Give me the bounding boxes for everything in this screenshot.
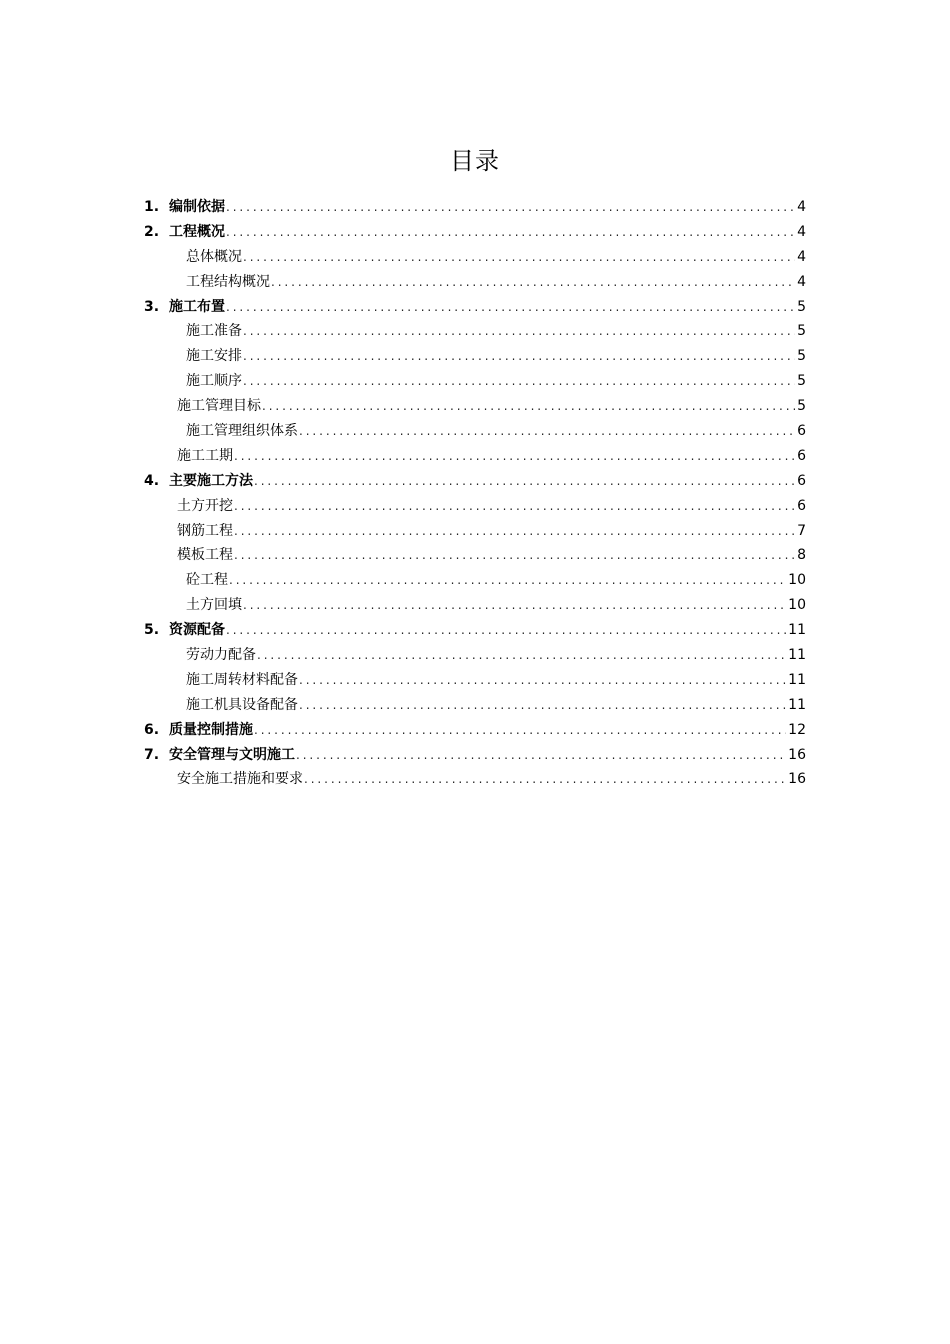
toc-list <box>0 195 950 792</box>
toc-dot-leader <box>304 769 786 789</box>
toc-dot-leader <box>254 471 795 491</box>
toc-entry-label: 土方开挖 <box>177 497 233 514</box>
toc-entry-row <box>186 595 806 615</box>
toc-entry-row <box>186 645 806 665</box>
toc-entry-row <box>144 197 806 217</box>
toc-dot-leader <box>226 297 795 317</box>
toc-entry-page-number: 8 <box>797 547 806 564</box>
toc-entry-page-number: 12 <box>788 721 806 738</box>
toc-entry-row <box>186 346 806 366</box>
toc-entry[interactable] <box>0 220 950 245</box>
toc-dot-leader <box>226 620 786 640</box>
toc-entry[interactable] <box>0 295 950 320</box>
toc-entry[interactable] <box>0 494 950 519</box>
toc-entry[interactable] <box>0 618 950 643</box>
toc-dot-leader <box>299 421 795 441</box>
toc-entry-row <box>144 620 806 640</box>
toc-entry-label: 施工布置 <box>169 298 225 315</box>
toc-entry[interactable] <box>0 593 950 618</box>
toc-entry-label: 安全管理与文明施工 <box>169 746 295 763</box>
toc-entry-page-number: 10 <box>788 597 806 614</box>
toc-entry[interactable] <box>0 394 950 419</box>
toc-dot-leader <box>226 222 795 242</box>
toc-entry[interactable] <box>0 444 950 469</box>
toc-entry-page-number: 11 <box>788 622 806 639</box>
toc-entry[interactable] <box>0 469 950 494</box>
toc-entry-row <box>177 521 806 541</box>
toc-entry-label: 质量控制措施 <box>169 721 253 738</box>
toc-entry-label: 施工顺序 <box>186 373 242 390</box>
toc-entry-label: 劳动力配备 <box>186 647 256 664</box>
toc-dot-leader <box>226 197 795 217</box>
toc-entry-page-number: 7 <box>797 522 806 539</box>
toc-entry-label: 施工周转材料配备 <box>186 671 298 688</box>
toc-entry-page-number: 6 <box>797 447 806 464</box>
toc-entry-row <box>186 321 806 341</box>
toc-entry-row <box>186 570 806 590</box>
toc-entry-label: 土方回填 <box>186 597 242 614</box>
toc-entry[interactable] <box>0 369 950 394</box>
toc-entry-label: 钢筋工程 <box>177 522 233 539</box>
toc-entry-label: 施工机具设备配备 <box>186 696 298 713</box>
toc-entry-row <box>177 396 806 416</box>
toc-entry-row <box>144 222 806 242</box>
toc-entry-row <box>144 745 806 765</box>
toc-entry-label: 资源配备 <box>169 622 225 639</box>
toc-entry[interactable] <box>0 270 950 295</box>
toc-entry[interactable] <box>0 195 950 220</box>
toc-entry[interactable] <box>0 543 950 568</box>
toc-entry-page-number: 5 <box>797 298 806 315</box>
toc-dot-leader <box>243 595 786 615</box>
toc-dot-leader <box>254 720 786 740</box>
toc-dot-leader <box>234 496 795 516</box>
toc-entry-number: 3. <box>144 298 160 315</box>
toc-entry-page-number: 4 <box>797 199 806 215</box>
toc-entry-number: 4. <box>144 472 160 489</box>
toc-dot-leader <box>243 346 795 366</box>
toc-entry-row <box>177 446 806 466</box>
toc-entry-page-number: 16 <box>788 771 806 788</box>
toc-dot-leader <box>243 321 795 341</box>
toc-entry[interactable] <box>0 718 950 743</box>
toc-entry-page-number: 6 <box>797 423 806 440</box>
toc-entry-number: 7. <box>144 746 160 763</box>
toc-entry-page-number: 5 <box>797 398 806 415</box>
toc-entry-number: 2. <box>144 223 160 240</box>
toc-entry-row <box>186 247 806 267</box>
toc-entry-row <box>186 670 806 690</box>
toc-entry-label: 砼工程 <box>186 572 228 589</box>
toc-entry-label: 安全施工措施和要求 <box>177 771 303 788</box>
toc-title: 目录 <box>450 147 500 175</box>
toc-entry-number: 5. <box>144 622 160 639</box>
toc-entry[interactable] <box>0 519 950 544</box>
toc-entry-page-number: 16 <box>788 746 806 763</box>
toc-dot-leader <box>229 570 786 590</box>
toc-entry-row <box>177 545 806 565</box>
toc-dot-leader <box>234 521 795 541</box>
toc-dot-leader <box>296 745 786 765</box>
toc-entry[interactable] <box>0 743 950 768</box>
toc-entry[interactable] <box>0 319 950 344</box>
toc-entry-row <box>186 421 806 441</box>
toc-entry-label: 施工安排 <box>186 348 242 365</box>
toc-entry-page-number: 4 <box>797 248 806 265</box>
toc-entry-page-number: 5 <box>797 323 806 340</box>
toc-entry[interactable] <box>0 344 950 369</box>
toc-entry-row <box>144 720 806 740</box>
toc-entry-page-number: 5 <box>797 348 806 365</box>
toc-entry-row <box>144 297 806 317</box>
toc-entry-row <box>177 496 806 516</box>
toc-entry[interactable] <box>0 245 950 270</box>
toc-entry-label: 施工管理组织体系 <box>186 423 298 440</box>
toc-dot-leader <box>257 645 786 665</box>
toc-entry-label: 主要施工方法 <box>169 472 253 489</box>
toc-dot-leader <box>243 247 795 267</box>
toc-entry-page-number: 11 <box>788 696 806 713</box>
toc-entry-page-number: 4 <box>797 273 806 290</box>
toc-entry[interactable] <box>0 767 950 792</box>
toc-dot-leader <box>299 670 786 690</box>
toc-entry-row <box>177 769 806 789</box>
toc-entry[interactable] <box>0 643 950 668</box>
toc-entry-label: 模板工程 <box>177 547 233 564</box>
toc-entry[interactable] <box>0 568 950 593</box>
toc-entry[interactable] <box>0 419 950 444</box>
toc-entry-number: 1. <box>144 199 160 215</box>
toc-entry-label: 工程概况 <box>169 223 225 240</box>
toc-dot-leader <box>234 545 795 565</box>
toc-dot-leader <box>234 446 795 466</box>
toc-entry-label: 施工准备 <box>186 323 242 340</box>
toc-entry-row <box>186 371 806 391</box>
toc-entry-page-number: 5 <box>797 373 806 390</box>
toc-entry[interactable] <box>0 693 950 718</box>
toc-dot-leader <box>271 272 795 292</box>
toc-dot-leader <box>299 695 786 715</box>
toc-entry-label: 工程结构概况 <box>186 273 270 290</box>
toc-entry-label: 施工管理目标 <box>177 398 261 415</box>
toc-entry-label: 编制依据 <box>169 199 225 215</box>
toc-entry-page-number: 4 <box>797 223 806 240</box>
toc-entry-label: 施工工期 <box>177 447 233 464</box>
toc-entry-page-number: 6 <box>797 497 806 514</box>
toc-entry-row <box>186 695 806 715</box>
toc-entry-row <box>144 471 806 491</box>
toc-dot-leader <box>262 396 795 416</box>
toc-entry-page-number: 6 <box>797 472 806 489</box>
toc-dot-leader <box>243 371 795 391</box>
toc-entry-page-number: 11 <box>788 647 806 664</box>
toc-entry-label: 总体概况 <box>186 248 242 265</box>
toc-entry-page-number: 11 <box>788 671 806 688</box>
toc-entry[interactable] <box>0 668 950 693</box>
toc-entry-row <box>186 272 806 292</box>
toc-entry-page-number: 10 <box>788 572 806 589</box>
toc-entry-number: 6. <box>144 721 160 738</box>
